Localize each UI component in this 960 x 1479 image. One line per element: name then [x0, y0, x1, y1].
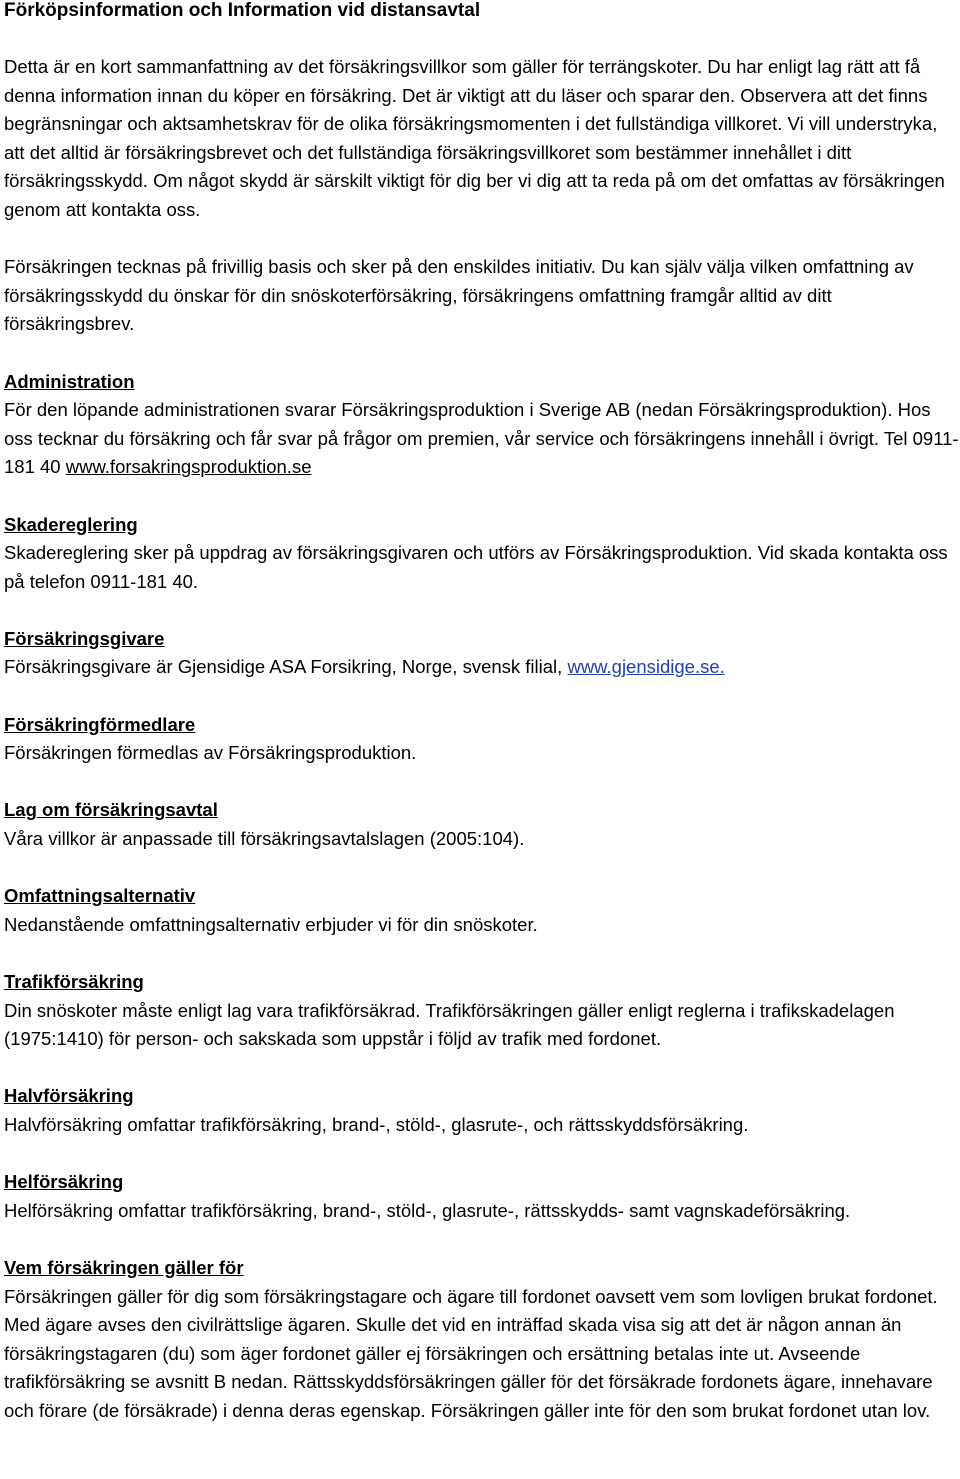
- section-text-administration: [4, 396, 960, 482]
- section-heading-administration: Administration: [4, 370, 135, 392]
- section-text-trafik: Din snöskoter måste enligt lag vara trafikförsäkrad. Trafikförsäkringen gäller enligt reglerna i trafikskadelagen (1975:1410) för person- och sakskada som uppstår i följd av trafik med fordonet.: [4, 999, 895, 1050]
- section-administration: [4, 368, 960, 482]
- section-heading-formedlare: Försäkringförmedlare: [4, 713, 196, 735]
- forsakringsproduktion-link[interactable]: www.forsakringsproduktion.se: [65, 456, 312, 478]
- section-forsakringsgivare: [4, 625, 960, 682]
- intro-paragraph-1: [4, 53, 960, 225]
- section-lag: [4, 796, 960, 853]
- section-trafik: [4, 968, 960, 1054]
- intro-text-part-b: Vi vill understryka, att det alltid är försäkringsbrevet och det fullständiga försäkringsvillkoret som bestämmer innehållet i ditt försäkringsskydd. Om något skydd är särskilt viktigt för dig ber vi dig att ta reda på om det omfattas av försäkringen genom att kontakta oss.: [4, 113, 945, 220]
- section-heading-trafik: Trafikförsäkring: [4, 971, 144, 992]
- section-heading-vem: Vem försäkringen gäller för: [4, 1256, 244, 1278]
- section-vem: [4, 1254, 960, 1426]
- section-text-halv: Halvförsäkring omfattar trafikförsäkring, brand-, stöld-, glasrute-, och rättsskyddsförsäkring.: [4, 1113, 749, 1135]
- section-hel: [4, 1168, 960, 1225]
- section-text-skadereglering: Skadereglering sker på uppdrag av försäkringsgivaren och utförs av Försäkringsproduktion. Vid skada kontakta oss på telefon 0911-181 40.: [4, 542, 948, 592]
- administration-text: För den löpande administrationen svarar Försäkringsproduktion i Sverige AB (nedan Försäkringsproduktion). Hos oss tecknar du försäkring och får svar på frågor om premien, vår service och försäkringens innehåll i övrigt. Tel 0911-181 40: [4, 399, 959, 478]
- gjensidige-link[interactable]: www.gjensidige.se.: [567, 656, 725, 678]
- section-heading-halv: Halvförsäkring: [4, 1085, 134, 1107]
- section-heading-forsakringsgivare: Försäkringsgivare: [4, 627, 165, 649]
- section-formedlare: [4, 711, 960, 768]
- section-heading-lag: Lag om försäkringsavtal: [4, 799, 218, 821]
- section-text-vem: Försäkringen gäller för dig som försäkringstagare och ägare till fordonet oavsett vem som lovligen brukat fordonet. Med ägare avses den civilrättslige ägaren. Skulle det vid en inträffad skada visa sig att det är någon annan än försäkringstagaren (du) som äger fordonet gäller ej försäkringen och ersättning betalas inte ut. Avseende trafikförsäkring se avsnitt B nedan. Rättsskyddsförsäkringen gäller för det försäkrade fordonets ägare, innehavare och förare (de försäkrade) i denna deras egenskap. Försäkringen gäller inte för den som brukat fordonet utan lov.: [4, 1285, 938, 1421]
- section-heading-hel: Helförsäkring: [4, 1171, 124, 1193]
- section-text-omfattning: Nedanstående omfattningsalternativ erbjuder vi för din snöskoter.: [4, 913, 538, 935]
- section-text-lag: Våra villkor är anpassade till försäkringsavtalslagen (2005:104).: [4, 828, 525, 850]
- section-text-forsakringsgivare: [4, 653, 960, 682]
- forsakringsgivare-text: Försäkringsgivare är Gjensidige ASA Forsikring, Norge, svensk filial,: [4, 656, 568, 678]
- page-title: Förköpsinformation och Information vid distansavtal: [4, 0, 481, 21]
- section-skadereglering: [4, 511, 960, 597]
- section-heading-skadereglering: Skadereglering: [4, 513, 138, 535]
- section-halv: [4, 1082, 960, 1139]
- section-heading-omfattning: Omfattningsalternativ: [4, 885, 196, 907]
- section-text-formedlare: Försäkringen förmedlas av Försäkringsproduktion.: [4, 742, 417, 764]
- section-omfattning: [4, 882, 960, 939]
- section-text-hel: Helförsäkring omfattar trafikförsäkring, brand-, stöld-, glasrute-, rättsskydds- samt vagnskadeförsäkring.: [4, 1199, 851, 1221]
- intro-paragraph-2: Försäkringen tecknas på frivillig basis och sker på den enskildes initiativ. Du kan själv välja vilken omfattning av försäkringsskydd du önskar för din snöskoterförsäkring, försäkringens omfattning framgår alltid av ditt försäkringsbrev.: [4, 256, 914, 335]
- intro-text-part-a: Detta är en kort sammanfattning av det försäkringsvillkor som gäller för terrängskoter. Du har enligt lag rätt att få denna information innan du köper en försäkring. Det är viktigt att du läser och sparar den. Observera att det finns begränsningar och aktsamhetskrav för de olika försäkringsmomenten i det fullständiga villkoret.: [4, 56, 928, 135]
